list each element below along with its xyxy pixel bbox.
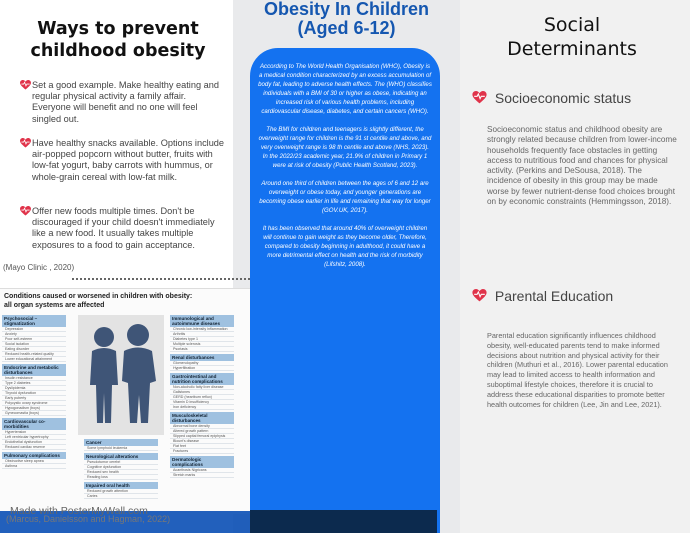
condition-row: Some lymphoid leukemia: [84, 446, 158, 451]
figure-citation: (Marcus, Danielsson and Hagman, 2022): [6, 514, 171, 524]
heartbeat-icon: [472, 91, 491, 107]
figure-title-line: Conditions caused or worsened in children with obesity:: [4, 293, 193, 300]
right-title-line: Social: [543, 14, 601, 36]
condition-section: [170, 354, 234, 371]
condition-row: Vitamin D insufficiency: [170, 400, 234, 405]
right-column: [460, 0, 690, 533]
heartbeat-icon: [20, 138, 31, 151]
tip-item: [20, 138, 225, 183]
conditions-column-left: [2, 315, 66, 471]
dotted-divider: [72, 278, 250, 280]
tip-text: Have healthy snacks available. Options include air-popped popcorn without butter, fruits with low-fat yogurt, baby carrots with hummus, or whole-grain cereal with low-fat milk.: [32, 138, 225, 182]
condition-section: [170, 456, 234, 478]
condition-row: Endothelial dysfunction: [2, 440, 66, 445]
tip-text: Set a good example. Make healthy eating and regular physical activity a family affair. Everyone will benefit and no one will feel singled out.: [32, 80, 219, 124]
condition-section-header: Impaired oral health: [84, 482, 158, 489]
info-text: [258, 62, 432, 278]
figure-title: [4, 293, 192, 310]
condition-section-header: Pulmonary complications: [2, 452, 66, 459]
condition-section: [2, 364, 66, 416]
pill-footer: [250, 510, 437, 533]
condition-row: Gallstones: [170, 390, 234, 395]
right-title: [472, 13, 672, 61]
condition-section-header: Endocrine and metabolic disturbances: [2, 364, 66, 376]
condition-section: [170, 412, 234, 454]
condition-section: [84, 482, 158, 499]
condition-row: Type 2 diabetes: [2, 381, 66, 386]
condition-row: Reduced health-related quality: [2, 352, 66, 357]
condition-row: Reduced cardiac reserve: [2, 445, 66, 450]
condition-section-header: Musculoskeletal disturbances: [170, 412, 234, 424]
child-silhouette-icon: [78, 315, 164, 435]
condition-section: [170, 373, 234, 410]
heartbeat-icon: [20, 206, 31, 219]
left-citation: (Mayo Clinic , 2020): [3, 263, 75, 272]
condition-row: Reduced sex health: [84, 470, 158, 475]
condition-row: Left ventricular hypertrophy: [2, 435, 66, 440]
condition-row: Slipped capital femoral epiphysis: [170, 434, 234, 439]
condition-section-header: Cancer: [84, 439, 158, 446]
condition-section: [84, 453, 158, 480]
section-heading-parental-education: [472, 288, 613, 305]
section-heading-text: Socioeconomic status: [494, 90, 632, 106]
condition-row: Anxiety: [2, 332, 66, 337]
condition-row: Multiple sclerosis: [170, 342, 234, 347]
condition-row: Lower educational attainment: [2, 357, 66, 362]
condition-row: Asthma: [2, 464, 66, 469]
condition-row: Stretch marks: [170, 473, 234, 478]
condition-row: Reading loss: [84, 475, 158, 480]
condition-row: Hyperfiltration: [170, 366, 234, 371]
condition-row: Hypogonadism (boys): [2, 406, 66, 411]
condition-row: Reduced growth attention: [84, 489, 158, 494]
condition-row: Chronic low-intensity inflammation: [170, 327, 234, 332]
condition-section: [84, 439, 158, 451]
condition-section: [170, 315, 234, 352]
condition-row: Abnormal bone density: [170, 424, 234, 429]
tip-item: [20, 206, 225, 251]
condition-row: Social isolation: [2, 342, 66, 347]
info-paragraph: According to The World Health Organisation (WHO), Obesity is a medical condition characterized by an excess accumulation of body fat, leading to adverse health effects. The (WHO) classifies individuals with a BMI of 30 or higher as obese, indicating an increased risk of various health problems, including cardiovascular disease, diabetes, and certain cancers (WHO).: [258, 63, 432, 115]
conditions-figure: [0, 288, 252, 514]
condition-row: Acanthosis Nigricans: [170, 468, 234, 473]
condition-row: Glomerulopathy: [170, 361, 234, 366]
conditions-column-right: [170, 315, 234, 480]
tip-text: Offer new foods multiple times. Don't be discouraged if your child doesn't immediately like a new food. It usually takes multiple exposures to a food to gain acceptance.: [32, 206, 215, 250]
condition-row: Fractures: [170, 449, 234, 454]
condition-section-header: Renal disturbances: [170, 354, 234, 361]
tip-item: [20, 80, 225, 125]
condition-row: Caries: [84, 494, 158, 499]
condition-section: [2, 418, 66, 450]
condition-row: Pseudotumor cerebri: [84, 460, 158, 465]
middle-title: [233, 0, 460, 38]
condition-row: Flat feet: [170, 444, 234, 449]
condition-section: [2, 452, 66, 469]
condition-row: Thyroid dysfunction: [2, 391, 66, 396]
condition-row: Diabetes type 1: [170, 337, 234, 342]
condition-section-header: Psychosocial – stigmatization: [2, 315, 66, 327]
condition-row: GERD (heartburn reflux): [170, 395, 234, 400]
condition-row: Depression: [2, 327, 66, 332]
condition-row: Arthritis: [170, 332, 234, 337]
condition-row: Non-alcoholic fatty liver disease: [170, 385, 234, 390]
condition-section-header: Gastrointestinal and nutrition complications: [170, 373, 234, 385]
condition-row: Iron deficiency: [170, 405, 234, 410]
heartbeat-icon: [472, 289, 491, 305]
watermark: Made with PosterMyWall.com: [10, 505, 148, 517]
info-paragraph: Around one third of children between the ages of 6 and 12 are overweight or obese today, and younger generations are becoming obese earlier in life and remaining that way for longer (GOV.UK, 2017).: [259, 180, 431, 214]
condition-section-header: Dermatologic complications: [170, 456, 234, 468]
left-title: Ways to prevent childhood obesity: [30, 19, 206, 61]
info-paragraph: The BMI for children and teenagers is slightly different, the overweight range for children is the 91 st centile and above, and very overweight range is 98 th centile and above (NHS, 2023). In the 2022/23 academic year, 21.9% of children in Primary 1 were at risk of obesity (Public Health Scotland, 2023).: [258, 126, 432, 169]
section-body-socioeconomic: Socioeconomic status and childhood obesity are strongly related because children from lower-income households frequently face obstacles in getting access to nutritious food and chances for physical activity. (Perkins and DeSousa, 2018). The incidence of obesity in this group may be made worse by fewer nutrient-dense food choices brought on by economic constraints (Hemmingsson, 2018).: [487, 125, 677, 207]
heartbeat-icon: [20, 80, 31, 93]
condition-section: [2, 315, 66, 362]
condition-row: Early puberty: [2, 396, 66, 401]
condition-row: Altered growth pattern: [170, 429, 234, 434]
middle-title-line: Obesity In Children: [263, 0, 430, 19]
info-paragraph: It has been observed that around 40% of overweight children will continue to gain weight as they become older, Therefore, compared to obesity beginning in adulthood, it could have a more detrimental effect on health and the risk of morbidity (Lifshitz, 2008).: [262, 225, 428, 268]
right-title-line: Determinants: [507, 38, 637, 60]
conditions-column-center: [84, 439, 158, 501]
condition-row: Dyslipidemia: [2, 386, 66, 391]
condition-row: Polycystic ovary syndrome: [2, 401, 66, 406]
condition-row: Obstructive sleep apnea: [2, 459, 66, 464]
section-heading-socioeconomic: [472, 90, 631, 107]
condition-row: Insulin resistance: [2, 376, 66, 381]
middle-title-line: (Aged 6-12): [297, 18, 396, 38]
condition-row: Cognitive dysfunction: [84, 465, 158, 470]
section-heading-text: Parental Education: [494, 288, 614, 304]
condition-section-header: Cardiovascular co-morbidities: [2, 418, 66, 430]
condition-row: Psoriasis: [170, 347, 234, 352]
condition-section-header: Neurological alterations: [84, 453, 158, 460]
condition-row: Gynecomastia (boys): [2, 411, 66, 416]
condition-row: Blount's disease: [170, 439, 234, 444]
figure-title-line: all organ systems are affected: [4, 301, 105, 309]
section-body-parental-education: Parental education significantly influences childhood obesity, well-educated parents tend to make informed decisions about nutrition and physical activity for their children (Muthuri et al., 2016). Lower parental education may lead to limited access to health information and suboptimal lifestyle choices, therefore it is crucial to address these educational disparities to promote better health outcomes for children (Lee, Jin and Lee, 2021).: [487, 331, 668, 409]
condition-section-header: Immunological and autoimmune diseases: [170, 315, 234, 327]
condition-row: Hypertension: [2, 430, 66, 435]
condition-row: Eating disorder: [2, 347, 66, 352]
condition-row: Poor self-esteem: [2, 337, 66, 342]
